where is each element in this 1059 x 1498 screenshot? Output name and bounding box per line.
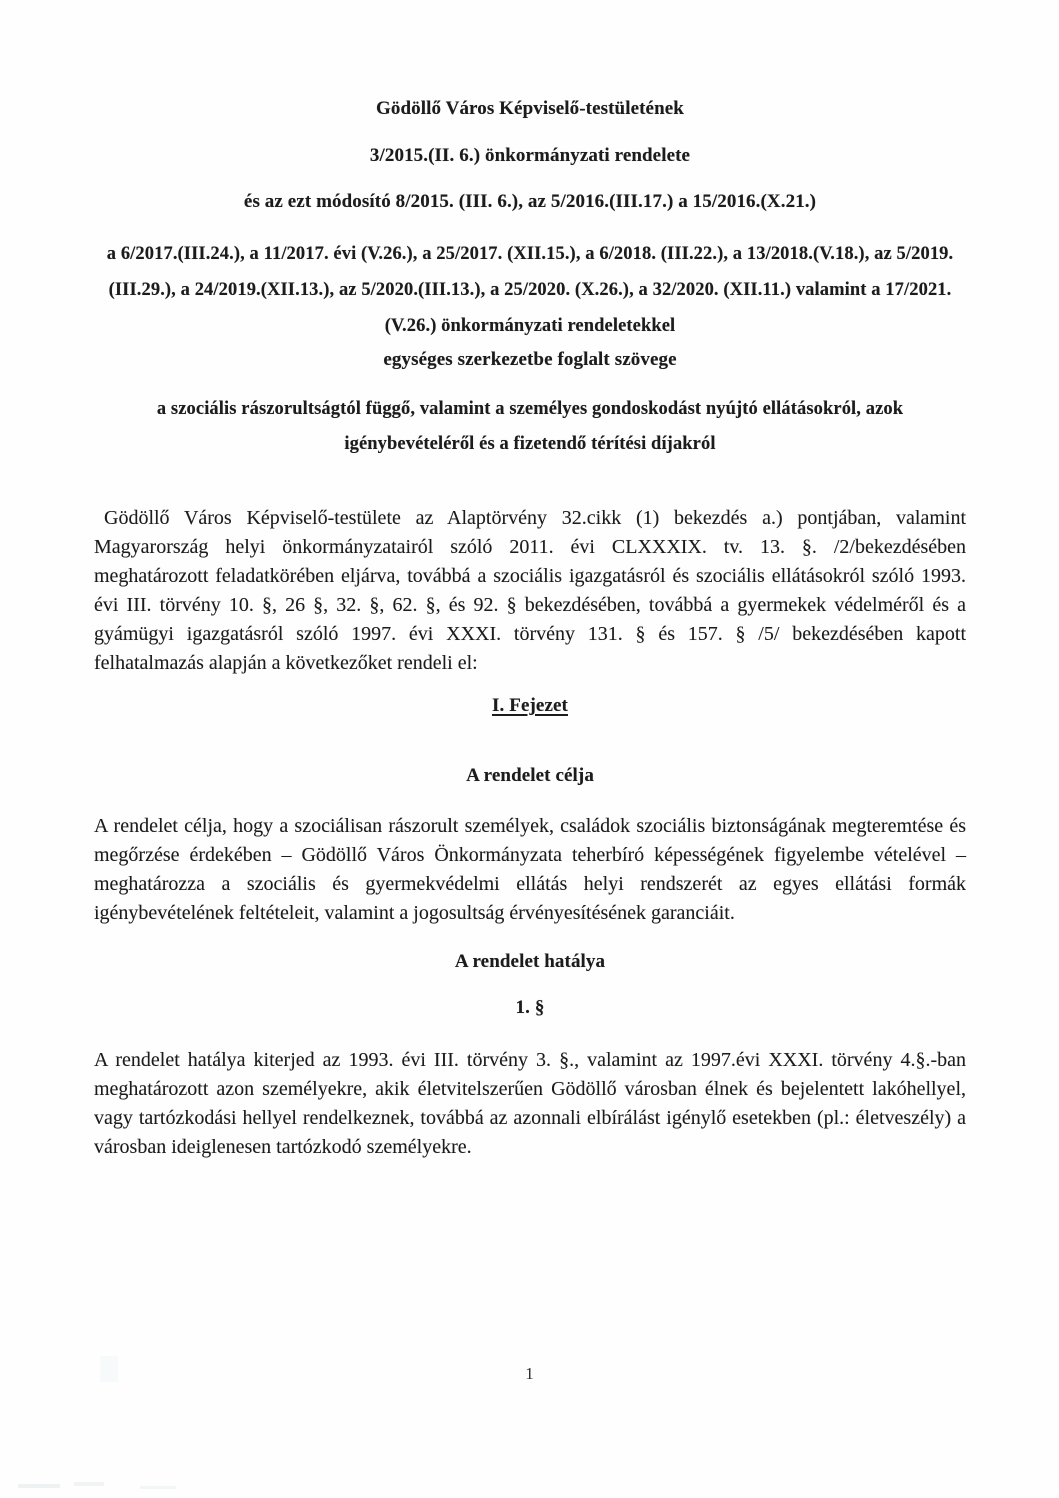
chapter-heading-text: I. Fejezet (492, 695, 568, 716)
council-title: Gödöllő Város Képviselő-testületének (376, 98, 684, 119)
scan-artifact (18, 1484, 60, 1488)
scan-artifact (140, 1486, 176, 1489)
section-scope-heading: A rendelet hatálya (454, 951, 606, 972)
scan-artifact (74, 1482, 104, 1486)
ordinance-number: 3/2015.(II. 6.) önkormányzati rendelete (369, 145, 691, 166)
section-scope-body: A rendelet hatálya kiterjed az 1993. évi III. törvény 3. §., valamint az 1997.évi XXXI. törvény 4.§.-ban meghatározott azon személyekre, akik életvitelszerűen Gödöllő városban élnek és bejelentett lakóhellyel, vagy tartózkodási hellyel rendelkeznek, továbbá az azonnali elbírálást igénylő esetekben (pl.: életveszély) a városban ideiglenesen tartózkodó személyekre. (94, 1049, 966, 1158)
consolidated-label: egységes szerkezetbe foglalt szövege (383, 349, 677, 370)
amended-by-intro: és az ezt módosító 8/2015. (III. 6.), az 5/2016.(III.17.) a 15/2016.(X.21.) (243, 191, 817, 212)
amendment-list: a 6/2017.(III.24.), a 11/2017. évi (V.26.), a 25/2017. (XII.15.), a 6/2018. (III.22.), a 13/2018.(V.18.), az 5/2019.(III.29.), a 24/2019.(XII.13.), az 5/2020.(III.13.), a 25/2020. (X.26.), a 32/2020. (XII.11.) valamint a 17/2021.(V.26.) önkormányzati rendeletekkel (106, 244, 954, 336)
document-subject-title: a szociális rászorultságtól függő, valamint a személyes gondoskodást nyújtó ellátásokról, azok igénybevételéről és a fizetendő térítési díjakról (156, 399, 904, 454)
preamble-paragraph: Gödöllő Város Képviselő-testülete az Alaptörvény 32.cikk (1) bekezdés a.) pontjában, valamint Magyarország helyi önkormányzatairól szóló 2011. évi CLXXXIX. tv. 13. §. /2/bekezdésében meghatározott feladatkörében eljárva, továbbá a szociális igazgatásról és szociális ellátásokról szóló 1993. évi III. törvény 10. §, 26 §, 32. §, 62. §, és 92. § bekezdésében, továbbá a gyermekek védelméről és a gyámügyi igazgatásról szóló 1997. évi XXXI. törvény 131. § és 157. § /5/ bekezdésében kapott felhatalmazás alapján a következőket rendeli el: (94, 507, 966, 674)
section-purpose-heading: A rendelet célja (466, 765, 594, 786)
section-number: 1. § (515, 997, 545, 1018)
page-number: 1 (525, 1364, 534, 1383)
section-purpose-body: A rendelet célja, hogy a szociálisan rászorult személyek, családok szociális biztonságának megteremtése és megőrzése érdekében – Gödöllő Város Önkormányzata teherbíró képességének figyelembe vételével – meghatározza a szociális és gyermekvédelmi ellátás helyi rendszerét az egyes ellátási formák igénybevételének feltételeit, valamint a jogosultság érvényesítésének garanciáit. (94, 815, 966, 924)
document-content (0, 97, 1059, 1162)
chapter-heading (94, 694, 966, 718)
